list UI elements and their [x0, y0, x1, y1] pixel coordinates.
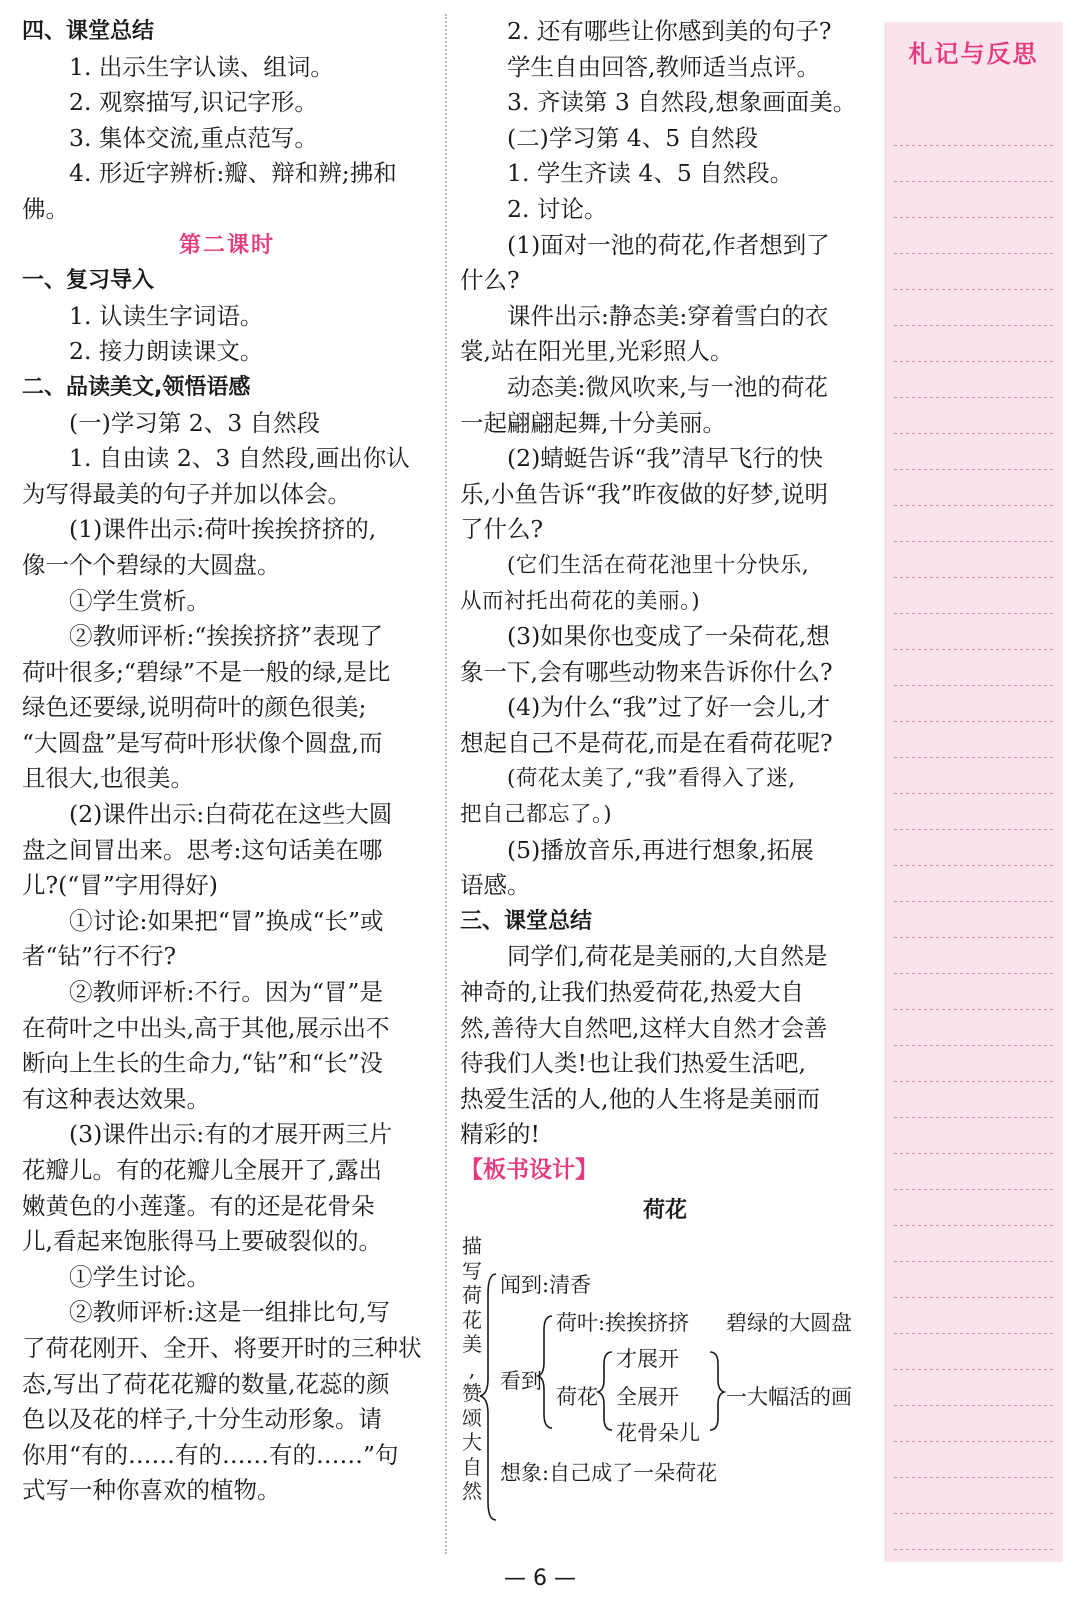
column-divider — [445, 14, 447, 1554]
left-text-line: 花瓣儿。有的花瓣儿全展开了,露出 — [22, 1156, 382, 1184]
vertical-char: 描 — [462, 1234, 482, 1259]
middle-text-line: 象一下,会有哪些动物来告诉你什么? — [460, 657, 833, 686]
vertical-char: 美 — [462, 1332, 482, 1357]
left-text-line: 有这种表达效果。 — [22, 1084, 210, 1113]
middle-text-line: 了什么? — [460, 515, 544, 544]
left-text-line: “大圆盘”是写荷叶形状像个圆盘,而 — [22, 728, 383, 757]
left-text-line: ①学生讨论。 — [69, 1262, 210, 1291]
middle-text-line: 动态美:微风吹来,与一池的荷花 — [507, 372, 828, 401]
middle-column — [460, 14, 870, 1564]
middle-text-line: 想起自己不是荷花,而是在看荷花呢? — [460, 728, 833, 757]
sidebar-title: 札记与反思 — [908, 40, 1039, 68]
middle-text-line: (5)播放音乐,再进行想象,拓展 — [507, 835, 814, 864]
board-see: 看到 — [500, 1369, 542, 1394]
section-heading: 四、课堂总结 — [22, 19, 155, 44]
left-text-line: 者“钻”行不行? — [22, 942, 177, 971]
left-text-line: ①讨论:如果把“冒”换成“长”或 — [69, 906, 384, 935]
left-text-line: 式写一种你喜欢的植物。 — [22, 1476, 281, 1505]
vertical-char: 荷 — [462, 1283, 482, 1308]
vertical-char: 颂 — [462, 1405, 482, 1430]
left-text-line: ①学生赏析。 — [69, 586, 210, 615]
middle-text-line: (3)如果你也变成了一朵荷花,想 — [507, 622, 830, 651]
board-design-diagram — [460, 1234, 870, 1564]
section-heading: 二、品读美文,领悟语感 — [22, 374, 251, 400]
middle-text-line: 热爱生活的人,他的人生将是美丽而 — [460, 1084, 820, 1113]
middle-text-line: 从而衬托出荷花的美丽。) — [460, 588, 701, 614]
left-text-line: (3)课件出示:有的才展开两三片 — [69, 1120, 393, 1149]
middle-text-line: 3. 齐读第 3 自然段,想象画面美。 — [507, 88, 857, 117]
left-text-line: ②教师评析:不行。因为“冒”是 — [69, 978, 383, 1007]
left-text-line: 2. 接力朗读课文。 — [69, 337, 264, 366]
vertical-char: 赞 — [462, 1381, 482, 1406]
left-text-line: 3. 集体交流,重点范写。 — [69, 123, 318, 152]
middle-text-line: 乐,小鱼告诉“我”昨夜做的好梦,说明 — [460, 479, 828, 508]
left-text-line: 态,写出了荷花花瓣的数量,花蕊的颜 — [22, 1369, 390, 1398]
left-text-line: 儿?(“冒”字用得好) — [22, 871, 218, 900]
board-leaf: 荷叶:挨挨挤挤 — [556, 1311, 690, 1336]
vertical-char: 大 — [462, 1430, 482, 1455]
middle-text-line: 学生自由回答,教师适当点评。 — [507, 52, 820, 81]
left-text-line: 在荷叶之中出头,高于其他,展示出不 — [22, 1013, 390, 1042]
board-state-2: 全展开 — [616, 1385, 679, 1410]
vertical-char: 然 — [462, 1479, 482, 1504]
middle-text-line: 1. 学生齐读 4、5 自然段。 — [507, 159, 794, 188]
middle-text-line: (4)为什么“我”过了好一会儿,才 — [507, 693, 831, 722]
board-imagine: 想象:自己成了一朵荷花 — [500, 1461, 718, 1486]
middle-text-line: (二)学习第 4、5 自然段 — [507, 123, 759, 152]
section-heading: 一、复习导入 — [22, 268, 155, 294]
left-text-line: 你用“有的……有的……有的……”句 — [22, 1440, 399, 1469]
left-text-line: (2)课件出示:白荷花在这些大圆 — [69, 800, 393, 829]
middle-text-line: 同学们,荷花是美丽的,大自然是 — [507, 942, 828, 971]
left-text-line: 断向上生长的生命力,“钻”和“长”没 — [22, 1049, 384, 1078]
left-text-line: 嫩黄色的小莲蓬。有的还是花骨朵 — [22, 1191, 375, 1220]
board-design-heading: 【板书设计】 — [460, 1157, 598, 1183]
vertical-char: 花 — [462, 1307, 482, 1332]
sidebar-ruled-lines — [894, 110, 1053, 1552]
left-text-line: ②教师评析:这是一组排比句,写 — [69, 1298, 390, 1327]
left-text-line: 像一个个碧绿的大圆盘。 — [22, 550, 281, 579]
middle-text-line: (它们生活在荷花池里十分快乐, — [507, 552, 810, 578]
board-leaf-desc: 碧绿的大圆盘 — [726, 1311, 852, 1336]
middle-text-line: 把自己都忘了。) — [460, 802, 613, 828]
middle-text-line: 然,善待大自然吧,这样大自然才会善 — [460, 1013, 828, 1042]
left-text-line: (一)学习第 2、3 自然段 — [69, 408, 321, 437]
middle-text-line: 2. 讨论。 — [507, 194, 608, 223]
middle-text-line: 语感。 — [460, 871, 531, 900]
main-brace — [480, 1274, 496, 1520]
board-state-1: 才展开 — [616, 1347, 679, 1372]
middle-text-line: 神奇的,让我们热爱荷花,热爱大自 — [460, 978, 804, 1007]
left-text-line: (1)课件出示:荷叶挨挨挤挤的, — [69, 515, 377, 544]
middle-text-line: (1)面对一池的荷花,作者想到了 — [507, 230, 830, 259]
flower-brace — [598, 1352, 612, 1430]
vertical-char: 写 — [462, 1258, 482, 1283]
section-heading: 三、课堂总结 — [460, 908, 593, 934]
middle-text-line: 待我们人类!也让我们热爱生活吧, — [460, 1049, 806, 1078]
result-brace — [710, 1352, 724, 1430]
lesson-title: 第二课时 — [178, 232, 275, 258]
middle-text-line: 课件出示:静态美:穿着雪白的衣 — [507, 301, 829, 330]
middle-text-line: 裳,站在阳光里,光彩照人。 — [460, 337, 734, 366]
left-text-line: 儿,看起来饱胀得马上要破裂似的。 — [22, 1227, 382, 1256]
middle-text-line: 一起翩翩起舞,十分美丽。 — [460, 408, 726, 437]
middle-text-line: (2)蜻蜓告诉“我”清早飞行的快 — [507, 444, 823, 473]
left-text-line: 1. 自由读 2、3 自然段,画出你认 — [69, 444, 410, 473]
left-text-line: 佛。 — [22, 194, 69, 223]
left-text-line: 色以及花的样子,十分生动形象。请 — [22, 1405, 382, 1434]
left-text-line: 且很大,也很美。 — [22, 764, 194, 793]
left-text-line: 1. 出示生字认读、组词。 — [69, 52, 334, 81]
left-text-line: 荷叶很多;“碧绿”不是一般的绿,是比 — [22, 657, 391, 686]
middle-text-line: 精彩的! — [460, 1120, 540, 1149]
board-smell: 闻到:清香 — [500, 1273, 592, 1298]
middle-text-line: 2. 还有哪些让你感到美的句子? — [507, 17, 832, 45]
middle-text-line: 什么? — [460, 266, 520, 295]
middle-text-line: (荷花太美了,“我”看得入了迷, — [507, 766, 796, 792]
board-flower: 荷花 — [556, 1385, 598, 1410]
vertical-char: , — [468, 1356, 476, 1381]
board-design-title: 荷花 — [642, 1197, 687, 1223]
left-text-line: 盘之间冒出来。思考:这句话美在哪 — [22, 835, 383, 864]
board-result: 一大幅活的画 — [726, 1385, 852, 1410]
notes-sidebar — [884, 22, 1063, 1562]
left-text-line: 4. 形近字辨析:瓣、辩和辨;拂和 — [69, 159, 397, 188]
page-number: — 6 — — [504, 1566, 576, 1591]
left-text-line: 2. 观察描写,识记字形。 — [69, 88, 318, 117]
vertical-char: 自 — [462, 1454, 482, 1479]
left-text-line: ②教师评析:“挨挨挤挤”表现了 — [69, 622, 383, 651]
left-text-line: 为写得最美的句子并加以体会。 — [22, 479, 351, 508]
left-text-line: 1. 认读生字词语。 — [69, 301, 264, 330]
left-text-line: 绿色还要绿,说明荷叶的颜色很美; — [22, 693, 367, 722]
left-text-line: 了荷花刚开、全开、将要开时的三种状 — [22, 1333, 422, 1362]
left-column — [22, 14, 432, 1509]
middle-column-text — [460, 14, 870, 1153]
board-state-3: 花骨朵儿 — [616, 1421, 700, 1446]
